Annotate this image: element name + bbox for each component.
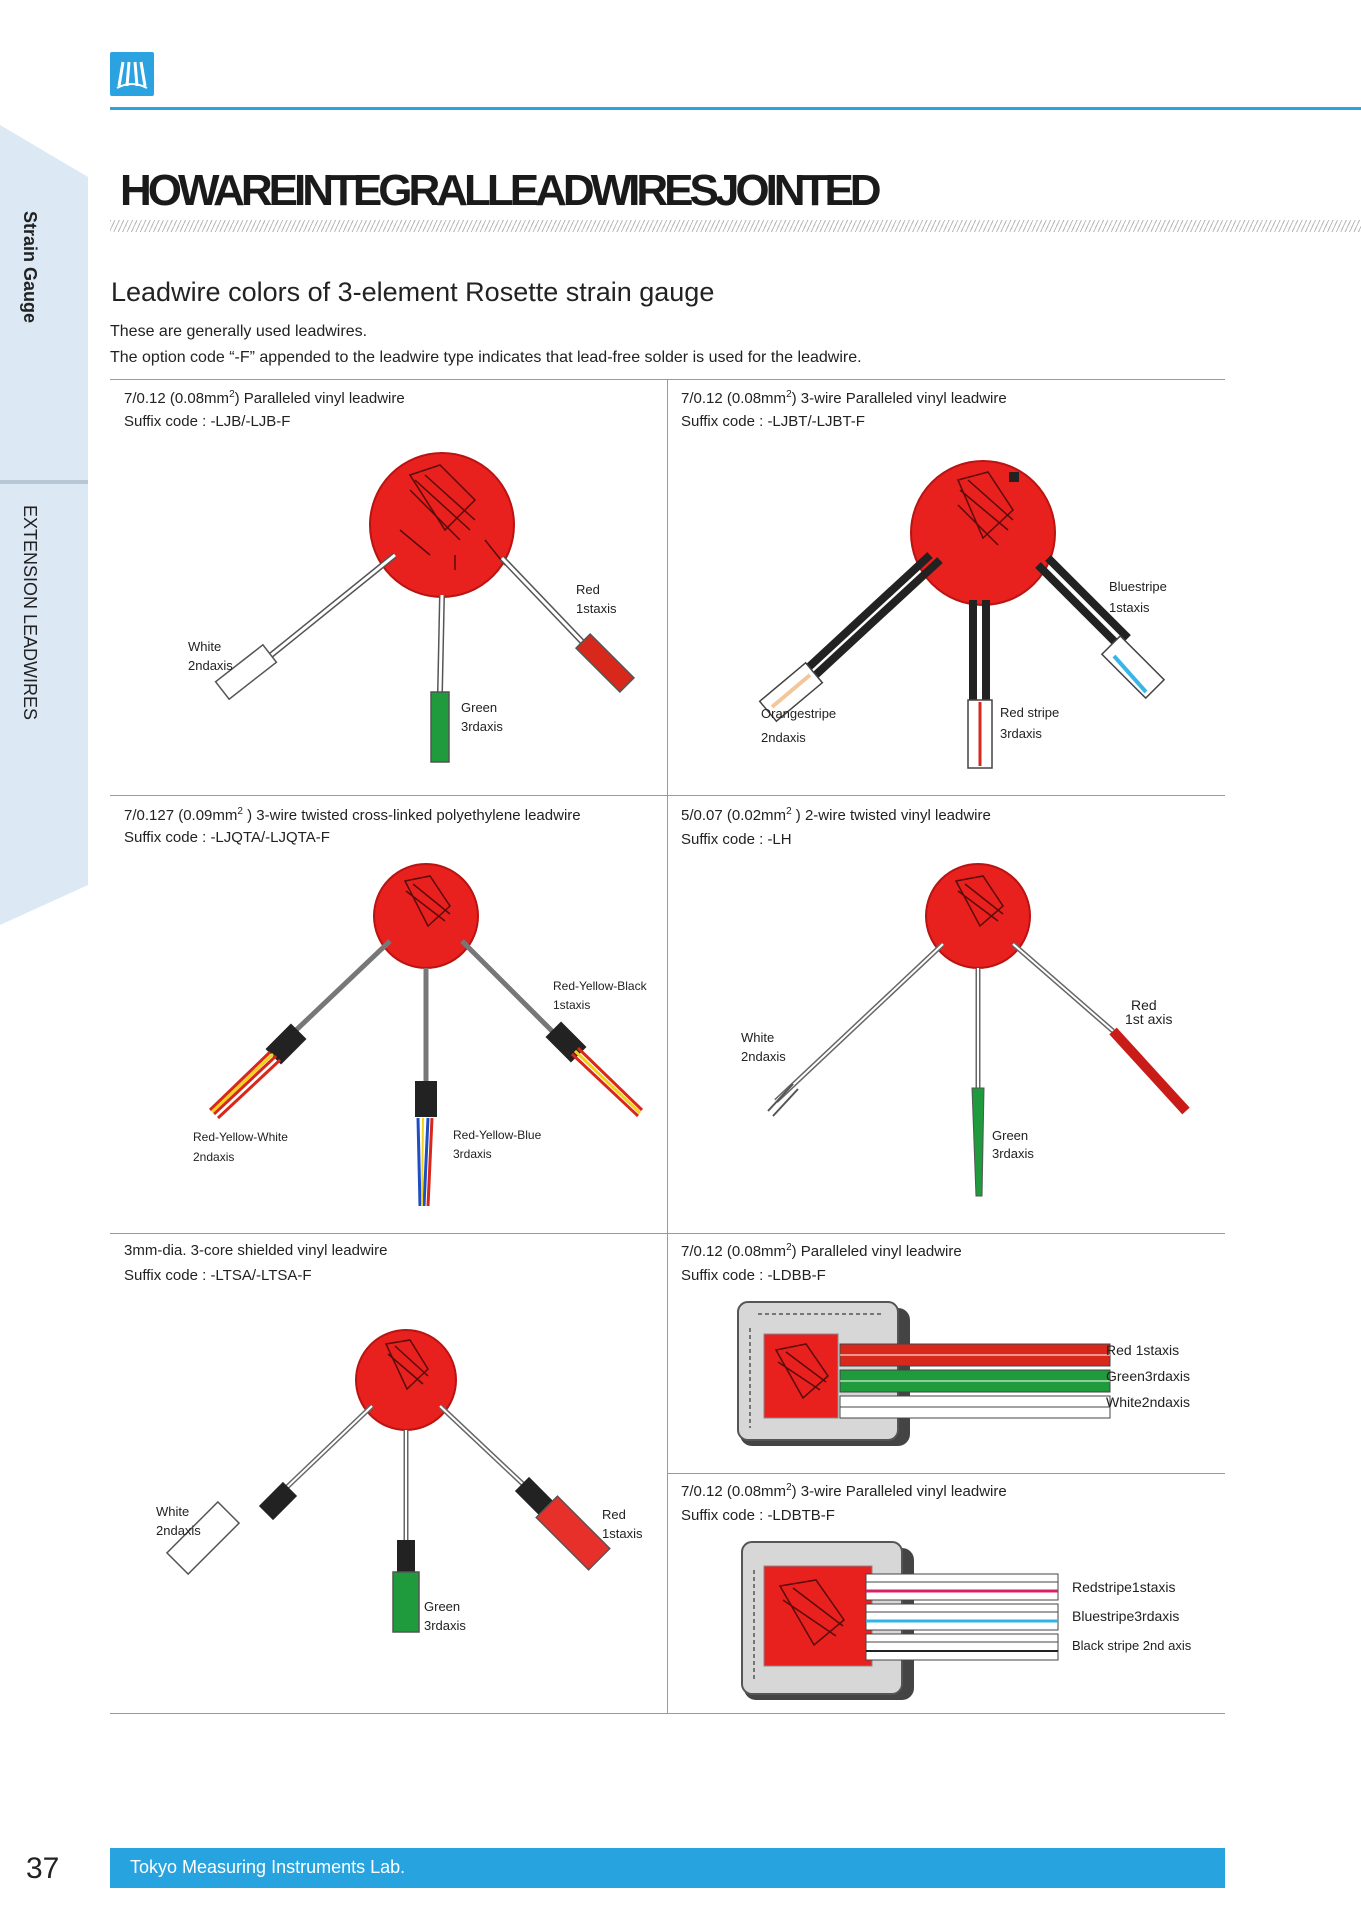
ljbt-gauge-diagram <box>668 380 1225 795</box>
wire-red <box>440 1406 610 1570</box>
label-red-yellow-blue: Red-Yellow-Blue <box>453 1128 542 1142</box>
ribbon-blue-stripe <box>866 1604 1058 1630</box>
label-green: Green <box>424 1599 461 1614</box>
label-blue-axis: 1staxis <box>1109 600 1150 615</box>
wire-red <box>1013 944 1186 1111</box>
cell-ljb-suffix: Suffix code : -LJB/-LJB-F <box>124 413 291 430</box>
gauge-disk <box>911 461 1055 605</box>
brand-logo <box>110 52 154 96</box>
label-red-stripe-ribbon: Redstripe1staxis <box>1072 1579 1176 1595</box>
cell-ljbt-title: 7/0.12 $(0.08mm^2)$ 3-wire Paralleled vinyl leadwire <box>681 389 1007 407</box>
label-green-ribbon: Green3rdaxis <box>1106 1368 1191 1384</box>
wire-orange-stripe <box>760 555 940 721</box>
label-red-yellow-black: Red-Yellow-Black <box>553 979 647 993</box>
wire-green <box>393 1430 419 1632</box>
page-title: HOWAREINTEGRALLEADWIRESJOINTED <box>120 166 878 215</box>
gauge-disk <box>370 453 514 597</box>
cell-ldbtb-suffix: Suffix code : -LDBTB-F <box>681 1507 835 1524</box>
label-green-axis: 3rdaxis <box>424 1618 466 1633</box>
label-red: Red <box>576 582 600 597</box>
cell-ljqta-suffix: Suffix code : -LJQTA/-LJQTA-F <box>124 829 330 846</box>
label-red: Red <box>602 1507 626 1522</box>
ldbb-gauge-diagram <box>668 1290 1225 1472</box>
label-orange-axis: 2ndaxis <box>761 730 806 745</box>
label-blue-stripe: Bluestripe <box>1109 579 1167 594</box>
wire-red-stripe <box>968 600 992 768</box>
cell-ldbtb-title: 7/0.12 $(0.08mm^2)$ 3-wire Paralleled vinyl leadwire <box>681 1482 1007 1500</box>
ribbon-red-stripe <box>866 1574 1058 1600</box>
wire-red-yellow-blue <box>415 968 437 1206</box>
label-red-yellow-white-axis: 2ndaxis <box>193 1150 235 1164</box>
label-orange-stripe: Orangestripe <box>761 706 837 721</box>
label-white: White <box>188 639 222 654</box>
cell-lh-title: 5/0.07 ($0.02mm^2$ ) 2-wire twisted vinyl leadwire <box>681 806 991 824</box>
wire-green <box>972 968 984 1196</box>
wire-white <box>216 555 395 699</box>
label-white-axis: 2ndaxis <box>156 1523 201 1538</box>
ljqta-gauge-diagram <box>110 796 667 1233</box>
wire-red-yellow-white <box>210 941 390 1118</box>
label-red-stripe: Red stripe <box>1000 705 1060 720</box>
ribbon-red <box>840 1344 1110 1366</box>
label-red-stripe-axis: 3rdaxis <box>1000 726 1042 741</box>
cell-ljb-title: 7/0.12 $(0.08mm^2)$ Paralleled vinyl leadwire <box>124 389 405 407</box>
label-red-ribbon: Red 1staxis <box>1106 1342 1180 1358</box>
gauge-disk <box>356 1330 456 1430</box>
cell-ldbb-title: 7/0.12 $(0.08mm^2)$ Paralleled vinyl leadwire <box>681 1242 962 1260</box>
cell-ltsa-title: 3mm-dia. 3-core shielded vinyl leadwire <box>124 1242 388 1259</box>
grid-line-bottom <box>110 1713 1225 1714</box>
label-white: White <box>156 1504 190 1519</box>
cell-ldbb-suffix: Suffix code : -LDBB-F <box>681 1267 826 1284</box>
ldbtb-gauge-diagram <box>668 1530 1225 1713</box>
wire-white <box>768 944 943 1116</box>
sidebar-tabs <box>0 125 88 925</box>
label-red: Red <box>1131 997 1157 1013</box>
title-hatch-divider <box>110 220 1361 232</box>
label-red-yellow-blue-axis: 3rdaxis <box>453 1147 492 1161</box>
label-black-stripe-ribbon: Black stripe 2nd axis <box>1072 1638 1192 1653</box>
cell-lh-suffix: Suffix code : -LH <box>681 831 792 848</box>
label-red-axis: 1staxis <box>576 601 617 616</box>
label-white: White <box>741 1030 775 1045</box>
section-title: Leadwire colors of 3-element Rosette strain gauge <box>111 277 715 307</box>
lh-gauge-diagram <box>668 796 1225 1233</box>
cell-ljqta-title: 7/0.127 ($0.09mm^2$ ) 3-wire twisted cross-linked polyethylene leadwire <box>124 806 581 824</box>
gauge-disk <box>926 864 1030 968</box>
label-green: Green <box>461 700 498 715</box>
label-white-axis: 2ndaxis <box>741 1049 786 1064</box>
sidebar-tab-extension-leadwires[interactable]: EXTENSION LEADWIRES <box>20 505 40 721</box>
page-number: 37 <box>26 1852 60 1885</box>
cell-ltsa-suffix: Suffix code : -LTSA/-LTSA-F <box>124 1267 312 1284</box>
wire-green <box>431 595 449 762</box>
label-green-axis: 3rdaxis <box>461 719 503 734</box>
ltsa-gauge-diagram <box>110 1234 667 1713</box>
grid-line-row3-right <box>667 1473 1225 1474</box>
label-white-ribbon: White2ndaxis <box>1106 1394 1191 1410</box>
intro-line-1: These are generally used leadwires. <box>110 323 368 340</box>
footer-company: Tokyo Measuring Instruments Lab. <box>130 1857 406 1877</box>
ribbon-green <box>840 1370 1110 1392</box>
label-white-axis: 2ndaxis <box>188 658 233 673</box>
cell-ljbt-suffix: Suffix code : -LJBT/-LJBT-F <box>681 413 865 430</box>
label-red-yellow-black-axis: 1staxis <box>553 998 591 1012</box>
gauge-disk <box>374 864 478 968</box>
ribbon-white <box>840 1396 1110 1418</box>
header-rule <box>110 107 1361 110</box>
wire-red <box>502 558 634 692</box>
label-red-yellow-white: Red-Yellow-White <box>193 1130 288 1144</box>
ljb-gauge-diagram <box>110 380 667 795</box>
wire-white <box>167 1406 372 1574</box>
wire-red-yellow-black <box>462 941 642 1116</box>
label-green: Green <box>992 1128 1029 1143</box>
label-green-axis: 3rdaxis <box>992 1146 1034 1161</box>
intro-line-2: The option code “-F” appended to the leadwire type indicates that lead-free solder is used for the leadwire. <box>110 349 862 366</box>
label-red-axis: 1st axis <box>1125 1011 1173 1027</box>
label-blue-stripe-ribbon: Bluestripe3rdaxis <box>1072 1608 1180 1624</box>
ribbon-black-stripe <box>866 1634 1058 1660</box>
sidebar-tab-strain-gauge[interactable]: Strain Gauge <box>20 211 40 324</box>
sidebar-tab-background <box>0 125 88 925</box>
label-red-axis: 1staxis <box>602 1526 643 1541</box>
